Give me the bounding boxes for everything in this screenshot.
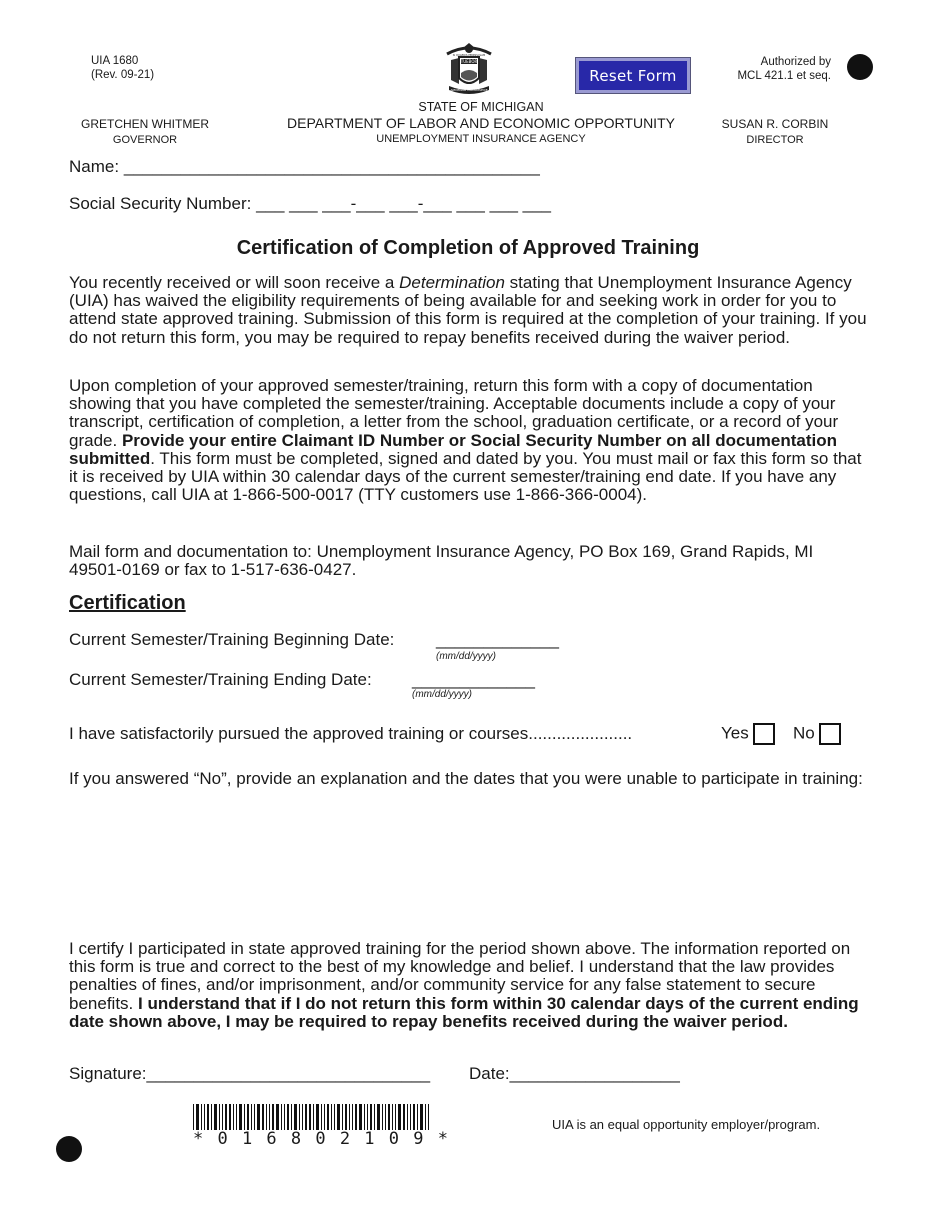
barcode-bar xyxy=(425,1104,426,1130)
instructions-text-2: . This form must be completed, signed and dated by you. You must mail or fax this form so that it is received by UIA within 30 calendar days of the current semester/training end date. If you have any questions, call UIA at 1-866-500-0017 (TTY customers use 1-866-366-0004). xyxy=(69,448,862,505)
barcode-bar xyxy=(204,1104,205,1130)
barcode-bar xyxy=(403,1104,405,1130)
barcode-bar xyxy=(284,1104,285,1130)
barcode-bar xyxy=(370,1104,372,1130)
certify-bold: I understand that if I do not return this form within 30 calendar days of the current ending date shown above, I may be required to repay benefits received during the waiver period. xyxy=(69,993,859,1031)
barcode-bar xyxy=(299,1104,300,1130)
begin-date-hint: (mm/dd/yyyy) xyxy=(436,651,496,662)
barcode-bar xyxy=(352,1104,353,1130)
barcode-bar xyxy=(262,1104,264,1130)
barcode-bar xyxy=(417,1104,418,1130)
certify-paragraph xyxy=(69,940,859,1031)
yes-label: Yes xyxy=(721,723,749,743)
barcode-bar xyxy=(313,1104,314,1130)
barcode-bar xyxy=(244,1104,245,1130)
barcode-bar xyxy=(281,1104,282,1130)
barcode-bar xyxy=(211,1104,212,1130)
barcode-bar xyxy=(272,1104,274,1130)
mailing-paragraph: Mail form and documentation to: Unemployment Insurance Agency, PO Box 169, Grand Rapids, MI 49501-0169 or fax to 1-517-636-0427. xyxy=(69,542,814,580)
intro-text-1: You recently received or will soon receive a xyxy=(69,273,400,292)
barcode-bar xyxy=(392,1104,393,1130)
explanation-prompt: If you answered “No”, provide an explanation and the dates that you were unable to participate in training: xyxy=(69,769,863,788)
governor-block xyxy=(70,117,220,147)
ssn-blank[interactable]: ___ ___ ___-___ ___-___ ___ ___ ___ xyxy=(256,194,552,213)
certification-heading: Certification xyxy=(69,592,186,614)
name-label: Name: xyxy=(69,157,120,176)
intro-italic: Determination xyxy=(399,273,505,292)
explanation-textarea[interactable] xyxy=(69,815,869,925)
agency-name: UNEMPLOYMENT INSURANCE AGENCY xyxy=(376,133,586,145)
instructions-bold: Provide your entire Claimant ID Number or Social Security Number on all documentation submitted xyxy=(69,430,838,468)
barcode-bar xyxy=(334,1104,335,1130)
authorization-block xyxy=(713,55,831,83)
barcode-bar xyxy=(302,1104,303,1130)
barcode-bar xyxy=(342,1104,343,1130)
barcode-bar xyxy=(294,1104,297,1130)
yes-option[interactable] xyxy=(721,723,775,745)
begin-date-label: Current Semester/Training Beginning Date: xyxy=(69,630,395,649)
barcode-bar xyxy=(428,1104,429,1130)
barcode-bar xyxy=(398,1104,401,1130)
barcode-bar xyxy=(239,1104,242,1130)
barcode-bar xyxy=(382,1104,383,1130)
begin-date-field[interactable] xyxy=(69,630,394,650)
director-block xyxy=(712,117,838,147)
signature-field[interactable] xyxy=(69,1064,430,1084)
seal-banner-top: SI QUAERIS PENINSULAM xyxy=(452,54,486,57)
barcode-bar xyxy=(388,1104,390,1130)
agency-header xyxy=(268,100,694,146)
barcode-bar xyxy=(413,1104,415,1130)
registration-mark-top xyxy=(847,54,873,80)
barcode-bar xyxy=(359,1104,362,1130)
governor-name: GRETCHEN WHITMER xyxy=(81,117,209,131)
barcode-bar xyxy=(395,1104,396,1130)
registration-mark-bottom xyxy=(56,1136,82,1162)
ssn-field[interactable] xyxy=(69,194,551,214)
barcode-bar xyxy=(276,1104,279,1130)
barcode-bar xyxy=(324,1104,325,1130)
barcode-bar xyxy=(225,1104,227,1130)
barcode-bar xyxy=(316,1104,319,1130)
michigan-seal-icon xyxy=(441,40,497,96)
barcode-bar xyxy=(219,1104,220,1130)
instructions-text-1: Upon completion of your approved semester/training, return this form with a copy of documentation showing that you have completed the semester/training. Acceptable documents include a copy of your transcript, certification of completion, a letter from the school, graduation certificate, or a record of your grade. xyxy=(69,376,839,450)
reset-form-button[interactable]: Reset Form xyxy=(576,58,690,93)
barcode-bar xyxy=(193,1104,194,1130)
barcode-bar xyxy=(337,1104,340,1130)
barcode-bar xyxy=(257,1104,260,1130)
barcode-bar xyxy=(349,1104,350,1130)
instructions-paragraph xyxy=(69,377,869,504)
certify-text: I certify I participated in state approved training for the period shown above. The information reported on this form is true and correct to the best of my knowledge and belief. I understand that the law provides penalties of fines, and/or imprisonment, and/or community service for any false statement to secure benefits. xyxy=(69,939,851,1013)
page-title: Certification of Completion of Approved Training xyxy=(236,237,700,259)
barcode-bar xyxy=(364,1104,365,1130)
form-id-block xyxy=(91,54,154,82)
barcode-bar xyxy=(214,1104,217,1130)
barcode-bar xyxy=(367,1104,368,1130)
signature-date-field[interactable] xyxy=(469,1064,680,1084)
barcode-bars xyxy=(193,1104,450,1130)
governor-title: GOVERNOR xyxy=(112,134,178,146)
barcode-bar xyxy=(207,1104,209,1130)
end-date-field[interactable] xyxy=(69,670,372,690)
form-id: UIA 1680 xyxy=(91,55,139,67)
authorized-by: Authorized by xyxy=(760,56,831,68)
form-revision: (Rev. 09-21) xyxy=(91,69,155,81)
barcode-bar xyxy=(321,1104,322,1130)
barcode-bar xyxy=(229,1104,231,1130)
no-checkbox[interactable] xyxy=(819,723,841,745)
barcode-bar xyxy=(385,1104,386,1130)
barcode-bar xyxy=(233,1104,234,1130)
name-field[interactable] xyxy=(69,157,540,177)
barcode-bar xyxy=(247,1104,249,1130)
intro-text-2: stating that Unemployment Insurance Agency (UIA) has waived the eligibility requirements of being available for and seeking work in order for you to attend state approved training. Submission of this form is required at the completion of your training. If you do not return this form, you may be required to repay benefits received during the waiver period. xyxy=(69,273,867,347)
state-name: STATE OF MICHIGAN xyxy=(418,100,544,114)
barcode-bar xyxy=(236,1104,237,1130)
barcode-bar xyxy=(355,1104,357,1130)
yes-checkbox[interactable] xyxy=(753,723,775,745)
barcode-bar xyxy=(331,1104,332,1130)
end-date-input[interactable]: _____________ xyxy=(412,670,535,689)
barcode-bar xyxy=(291,1104,292,1130)
signature-date-label: Date: xyxy=(469,1064,510,1083)
barcode-bar xyxy=(309,1104,311,1130)
equal-opportunity-notice: UIA is an equal opportunity employer/program. xyxy=(552,1117,821,1132)
barcode-bar xyxy=(420,1104,423,1130)
barcode-bar xyxy=(345,1104,347,1130)
intro-paragraph xyxy=(69,274,869,347)
seal-motto: TUEBOR xyxy=(460,59,478,65)
begin-date-input[interactable]: _____________ xyxy=(436,630,559,649)
name-blank[interactable]: ____________________________________________ xyxy=(123,157,540,176)
barcode-bar xyxy=(254,1104,255,1130)
end-date-label: Current Semester/Training Ending Date: xyxy=(69,670,372,689)
signature-blank[interactable]: ______________________________ xyxy=(146,1064,431,1083)
barcode-bar xyxy=(407,1104,408,1130)
authorized-statute: MCL 421.1 et seq. xyxy=(737,70,831,82)
barcode-bar xyxy=(287,1104,289,1130)
barcode-bar xyxy=(196,1104,199,1130)
barcode-bar xyxy=(222,1104,223,1130)
director-name: SUSAN R. CORBIN xyxy=(721,117,829,131)
barcode-bar xyxy=(251,1104,252,1130)
department-name: DEPARTMENT OF LABOR AND ECONOMIC OPPORTUNITY xyxy=(287,115,675,131)
barcode-bar xyxy=(377,1104,380,1130)
director-title: DIRECTOR xyxy=(746,134,804,146)
training-question: I have satisfactorily pursued the approved training or courses...................... xyxy=(69,724,633,743)
barcode-bar xyxy=(327,1104,329,1130)
signature-label: Signature: xyxy=(69,1064,147,1083)
seal-banner-bottom: AMOENAM CIRCUMSPICE xyxy=(450,88,488,92)
barcode-text: * 0 1 6 8 0 2 1 0 9 * xyxy=(193,1129,450,1149)
signature-date-blank[interactable]: __________________ xyxy=(509,1064,680,1083)
no-label: No xyxy=(793,723,815,743)
end-date-hint: (mm/dd/yyyy) xyxy=(412,689,472,700)
barcode-bar xyxy=(410,1104,411,1130)
barcode-bar xyxy=(266,1104,267,1130)
no-option[interactable] xyxy=(793,723,841,745)
barcode xyxy=(193,1104,450,1148)
barcode-bar xyxy=(305,1104,307,1130)
ssn-label: Social Security Number: xyxy=(69,194,252,213)
barcode-bar xyxy=(374,1104,375,1130)
barcode-bar xyxy=(201,1104,202,1130)
barcode-bar xyxy=(269,1104,270,1130)
